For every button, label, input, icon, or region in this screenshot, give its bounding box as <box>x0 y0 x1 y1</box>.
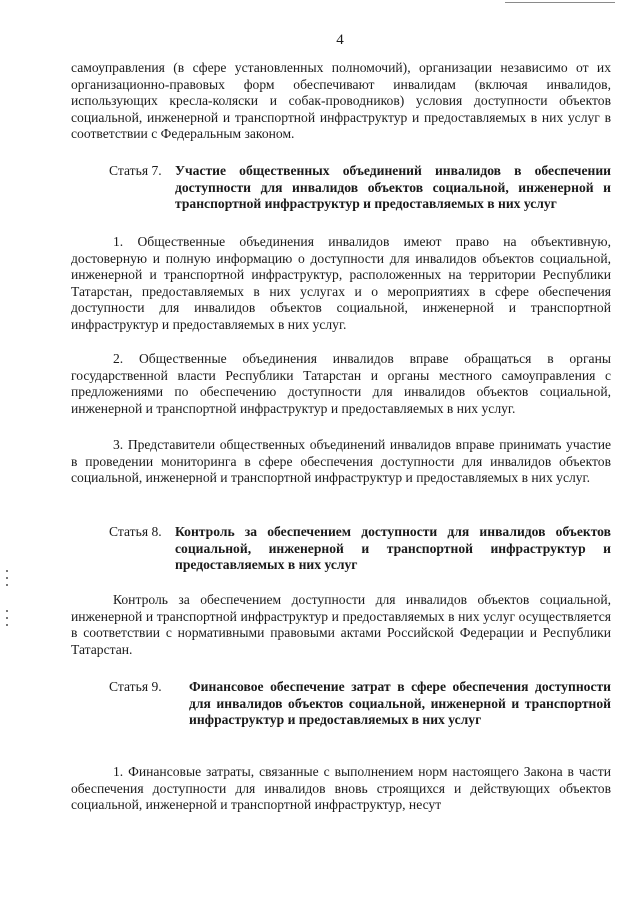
margin-scan-marks-lower <box>6 610 10 631</box>
article-8-label: Статья 8. <box>109 524 162 539</box>
article-7-title: Участие общественных объединений инвалидов в обеспечении доступности для инвалидов объектов социальной, инженерной и транспортной инфраструктур и предоставляемых в них услуг <box>175 163 611 212</box>
article-7-paragraph-1: 1. Общественные объединения инвалидов имеют право на объективную, достоверную и полную информацию о доступности для инвалидов объектов социальной, инженерной и транспортной инфраструктур, расположенных на территории Республики Татарстан, предоставляемых в них услугах и о мероприятиях в сфере обеспечения доступности для инвалидов объектов социальной, инженерной и транспортной инфраструктур и предоставляемых в них услуг. <box>71 234 611 332</box>
article-9-label: Статья 9. <box>109 679 162 694</box>
intro-paragraph: самоуправления (в сфере установленных полномочий), организации независимо от их организационно-правовых форм обеспечивают инвалидам (включая инвалидов, использующих кресла-коляски и собак-проводников) условия доступности объектов социальной, инженерной и транспортной инфраструктур и предоставляемых в них услуг в соответствии с Федеральным законом. <box>71 60 611 142</box>
article-7-paragraph-2: 2. Общественные объединения инвалидов вправе обращаться в органы государственной власти Республики Татарстан и органы местного самоуправления с предложениями по обеспечению доступности для инвалидов объектов социальной, инженерной и транспортной инфраструктур и предоставляемых в них услуг. <box>71 351 611 416</box>
article-7-label: Статья 7. <box>109 163 162 178</box>
margin-scan-marks <box>6 570 10 591</box>
article-7-paragraph-3: 3. Представители общественных объединений инвалидов вправе принимать участие в проведении мониторинга в сфере обеспечения доступности для инвалидов объектов социальной, инженерной и транспортной инфраструктур и предоставляемых в них услуг. <box>71 437 611 486</box>
top-rule <box>505 2 615 3</box>
article-9-title: Финансовое обеспечение затрат в сфере обеспечения доступности для инвалидов объектов социальной, инженерной и транспортной инфраструктур и предоставляемых в них услуг <box>189 679 611 728</box>
article-9-paragraph-1: 1. Финансовые затраты, связанные с выполнением норм настоящего Закона в части обеспечения доступности для инвалидов вновь строящихся и действующих объектов социальной, инженерной и транспортной инфраструктур, несут <box>71 764 611 813</box>
article-8-paragraph-1: Контроль за обеспечением доступности для инвалидов объектов социальной, инженерной и транспортной инфраструктур и предоставляемых в них услуг осуществляется в соответствии с нормативными правовыми актами Российской Федерации и Республики Татарстан. <box>71 592 611 657</box>
article-8-title: Контроль за обеспечением доступности для инвалидов объектов социальной, инженерной и транспортной инфраструктур и предоставляемых в них услуг <box>175 524 611 573</box>
page-number: 4 <box>336 32 344 48</box>
